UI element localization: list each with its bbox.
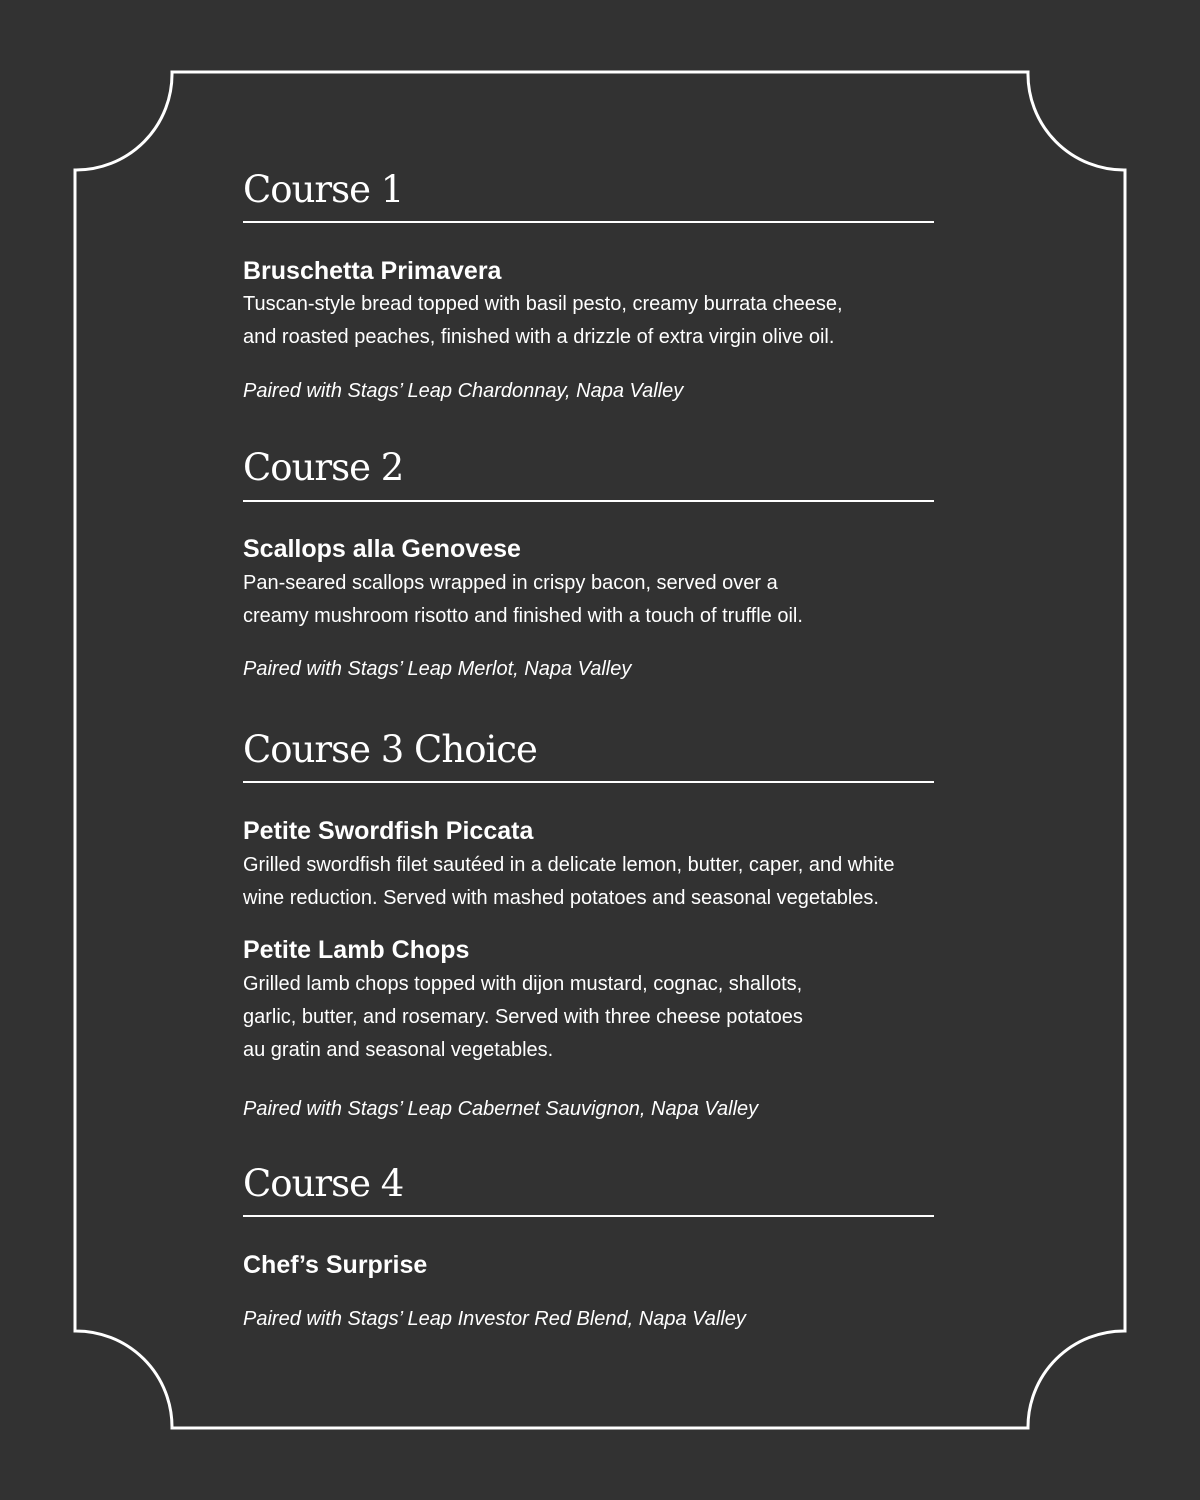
description-line: creamy mushroom risotto and finished with a touch of truffle oil. <box>243 605 803 627</box>
dish-lamb-chops-name: Petite Lamb Chops <box>243 936 470 964</box>
description-line: Grilled lamb chops topped with dijon mustard, cognac, shallots, <box>243 973 803 995</box>
description-line: Tuscan-style bread topped with basil pesto, creamy burrata cheese, <box>243 293 843 315</box>
course-3-pairing: Paired with Stags’ Leap Cabernet Sauvignon, Napa Valley <box>243 1098 759 1120</box>
course-4-title: Course 4 <box>243 1162 404 1205</box>
course-4-divider <box>243 1215 934 1217</box>
dish-scallops-name: Scallops alla Genovese <box>243 535 521 563</box>
course-3-divider <box>243 781 934 783</box>
course-1-pairing: Paired with Stags’ Leap Chardonnay, Napa Valley <box>243 380 684 402</box>
dish-swordfish-name: Petite Swordfish Piccata <box>243 817 534 845</box>
description-line: wine reduction. Served with mashed potatoes and seasonal vegetables. <box>243 887 879 909</box>
dish-chefs-surprise-name: Chef’s Surprise <box>243 1251 428 1279</box>
description-line: and roasted peaches, finished with a drizzle of extra virgin olive oil. <box>243 326 835 348</box>
course-1-divider <box>243 221 934 223</box>
dish-scallops-description <box>243 567 803 633</box>
dish-swordfish-description <box>243 849 894 915</box>
dish-bruschetta-name: Bruschetta Primavera <box>243 257 502 285</box>
description-line: au gratin and seasonal vegetables. <box>243 1039 554 1061</box>
course-1-title: Course 1 <box>243 168 404 211</box>
course-2-pairing: Paired with Stags’ Leap Merlot, Napa Valley <box>243 658 632 680</box>
dish-bruschetta-description <box>243 288 843 354</box>
dish-lamb-chops-description <box>243 968 803 1067</box>
description-line: garlic, butter, and rosemary. Served with three cheese potatoes <box>243 1006 803 1028</box>
course-3-title: Course 3 Choice <box>243 728 537 771</box>
course-4-pairing: Paired with Stags’ Leap Investor Red Blend, Napa Valley <box>243 1308 746 1330</box>
description-line: Pan-seared scallops wrapped in crispy bacon, served over a <box>243 572 778 594</box>
course-2-divider <box>243 500 934 502</box>
description-line: Grilled swordfish filet sautéed in a delicate lemon, butter, caper, and white <box>243 854 895 876</box>
course-2-title: Course 2 <box>243 446 404 489</box>
